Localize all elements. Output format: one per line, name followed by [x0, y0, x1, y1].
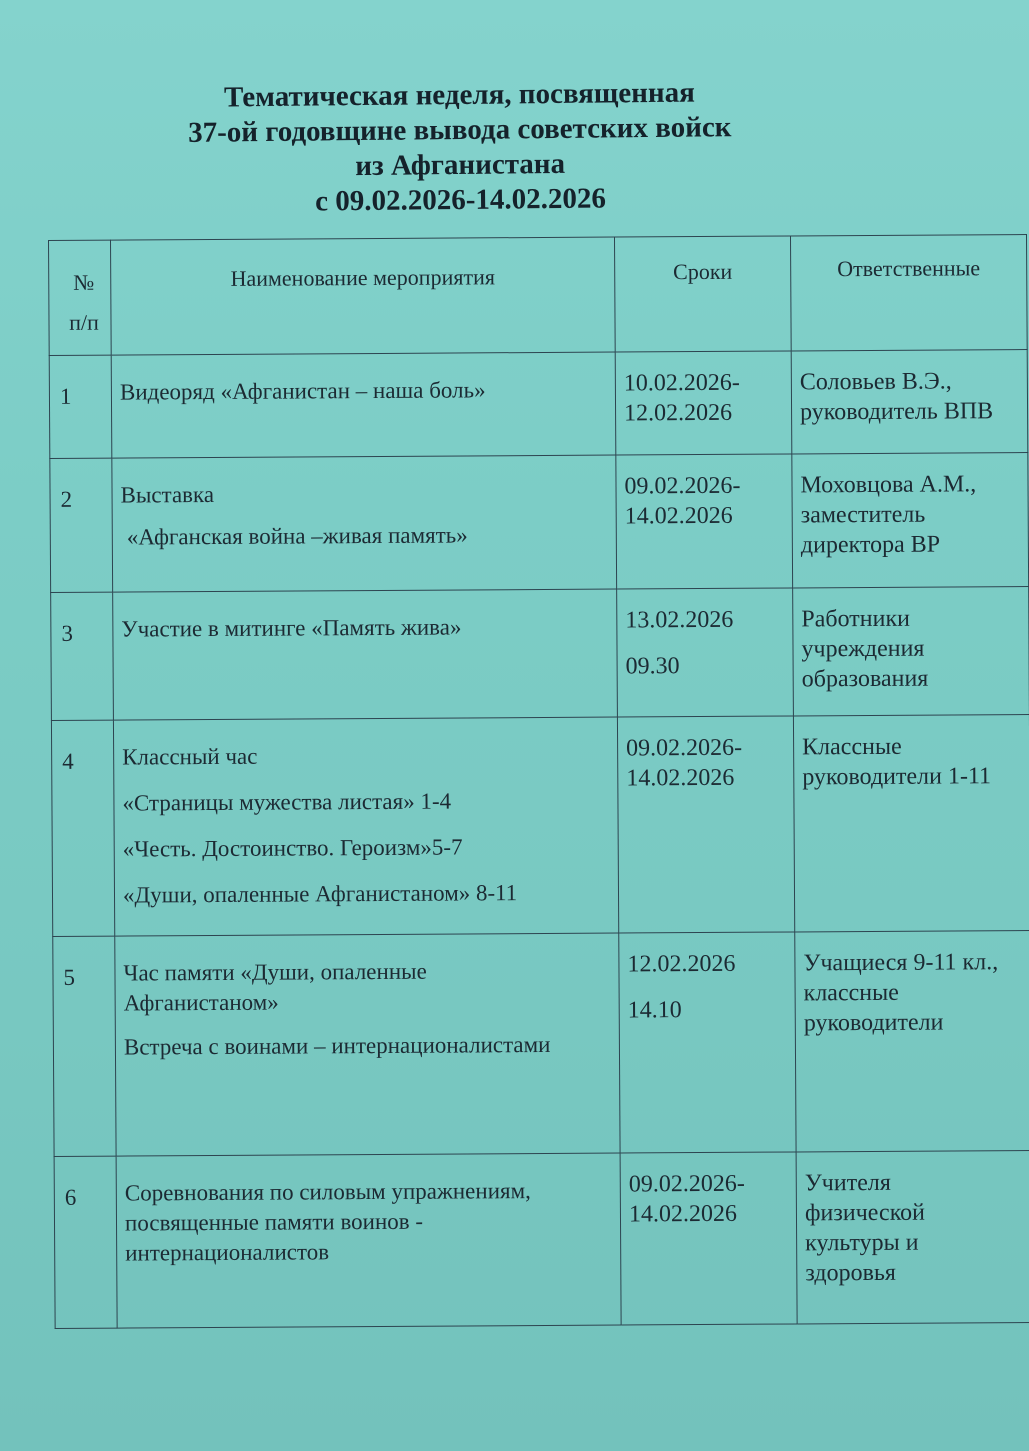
- responsible-line: культуры и: [805, 1229, 919, 1257]
- responsible-line: Соловьев В.Э.,: [799, 368, 952, 396]
- date-line: 09.02.2026-: [626, 734, 743, 762]
- title-line-3: из Афганистана: [355, 147, 566, 183]
- responsible-line: Моховцова А.М.,: [800, 471, 977, 499]
- table-row: [51, 715, 1029, 937]
- responsible-line: руководители: [803, 1009, 944, 1037]
- header-dates: Сроки: [614, 236, 791, 352]
- date-line: 13.02.2026: [625, 606, 734, 634]
- event-name-line: Видеоряд «Афганистан – наша боль»: [119, 377, 486, 405]
- event-responsible: [793, 715, 1029, 932]
- responsible-line: образования: [801, 665, 929, 693]
- date-line: 09.02.2026-: [628, 1170, 745, 1198]
- table-row: [49, 350, 1028, 459]
- event-dates: [619, 932, 796, 1153]
- event-name-line: Встреча с воинами – интернационалистами: [123, 1031, 551, 1060]
- date-line: 10.02.2026-: [623, 369, 740, 397]
- event-responsible: [791, 350, 1028, 454]
- table-header-row: [49, 235, 1028, 356]
- responsible-line: Учителя: [804, 1169, 891, 1197]
- responsible-line: заместитель: [800, 501, 926, 529]
- event-dates: [617, 588, 794, 717]
- table-row: [54, 1151, 1029, 1329]
- responsible-line: физической: [804, 1199, 926, 1227]
- event-name: [113, 589, 618, 720]
- event-name-line: «Души, опаленные Афганистаном» 8-11: [122, 880, 518, 908]
- responsible-line: здоровья: [805, 1259, 896, 1287]
- row-number: 6: [54, 1156, 117, 1328]
- responsible-line: классные: [803, 979, 899, 1007]
- header-responsible: Ответственные: [790, 235, 1027, 351]
- event-responsible: [793, 587, 1029, 716]
- event-name-line: Участие в митинге «Память жива»: [121, 614, 462, 642]
- event-name: [113, 717, 618, 936]
- date-line: 14.02.2026: [628, 1200, 738, 1228]
- title-line-4: с 09.02.2026-14.02.2026: [314, 182, 607, 218]
- header-number-symbol: №: [73, 269, 95, 295]
- row-number: 5: [53, 936, 116, 1156]
- date-line: 09.02.2026-: [624, 472, 741, 500]
- date-line: 12.02.2026: [623, 399, 733, 427]
- responsible-line: руководитель ВПВ: [799, 398, 994, 426]
- title-line-1: Тематическая неделя, посвященная: [223, 76, 695, 114]
- event-dates: [616, 454, 793, 589]
- event-name-line: посвященные памяти воинов -: [124, 1208, 424, 1236]
- event-name: [112, 455, 617, 592]
- event-name-line: Соревнования по силовым упражнениям,: [124, 1178, 531, 1206]
- event-name-line: Афганистаном»: [123, 989, 279, 1016]
- event-name-line: «Страницы мужества листая» 1-4: [122, 788, 452, 816]
- responsible-line: учреждения: [801, 635, 925, 663]
- document-title: [129, 75, 790, 222]
- header-number: [49, 240, 112, 355]
- date-line: 14.02.2026: [626, 764, 735, 792]
- event-name: [115, 933, 620, 1156]
- responsible-line: Работники: [801, 605, 910, 633]
- responsible-line: руководители 1-11: [802, 763, 992, 791]
- event-name-line: «Честь. Достоинство. Героизм»5-7: [122, 834, 463, 862]
- table-row: [51, 587, 1029, 721]
- event-responsible: [792, 453, 1029, 588]
- header-event-name: Наименование мероприятия: [111, 237, 616, 355]
- event-name-line: Классный час: [122, 743, 258, 770]
- date-line: 12.02.2026: [627, 950, 736, 978]
- table-row: [53, 931, 1029, 1157]
- event-dates: [617, 716, 794, 933]
- event-dates: [615, 351, 792, 455]
- event-dates: [620, 1152, 797, 1325]
- date-line: 14.02.2026: [624, 502, 733, 530]
- event-name: [116, 1153, 621, 1328]
- responsible-line: Учащиеся 9-11 кл.,: [803, 949, 999, 977]
- date-line: 14.10: [627, 997, 682, 1024]
- header-number-abbr: п/п: [69, 309, 99, 335]
- row-number: 3: [51, 592, 114, 720]
- event-name-line: интернационалистов: [125, 1239, 330, 1266]
- title-line-2: 37-ой годовщине вывода советских войск: [188, 111, 732, 149]
- event-name-line: «Афганская война –живая память»: [126, 522, 468, 550]
- event-responsible: [796, 1151, 1029, 1324]
- row-number: 4: [51, 720, 114, 936]
- row-number: 2: [50, 458, 113, 592]
- date-line: 09.30: [625, 653, 680, 680]
- responsible-line: директора ВР: [800, 531, 941, 559]
- events-table: [48, 234, 1029, 1329]
- event-name-line: Час памяти «Души, опаленные: [123, 958, 427, 986]
- row-number: 1: [49, 355, 112, 458]
- responsible-line: Классные: [802, 733, 902, 761]
- event-name-line: Выставка: [120, 481, 215, 508]
- table-row: [50, 453, 1029, 593]
- event-name: [111, 352, 616, 458]
- event-responsible: [795, 931, 1029, 1152]
